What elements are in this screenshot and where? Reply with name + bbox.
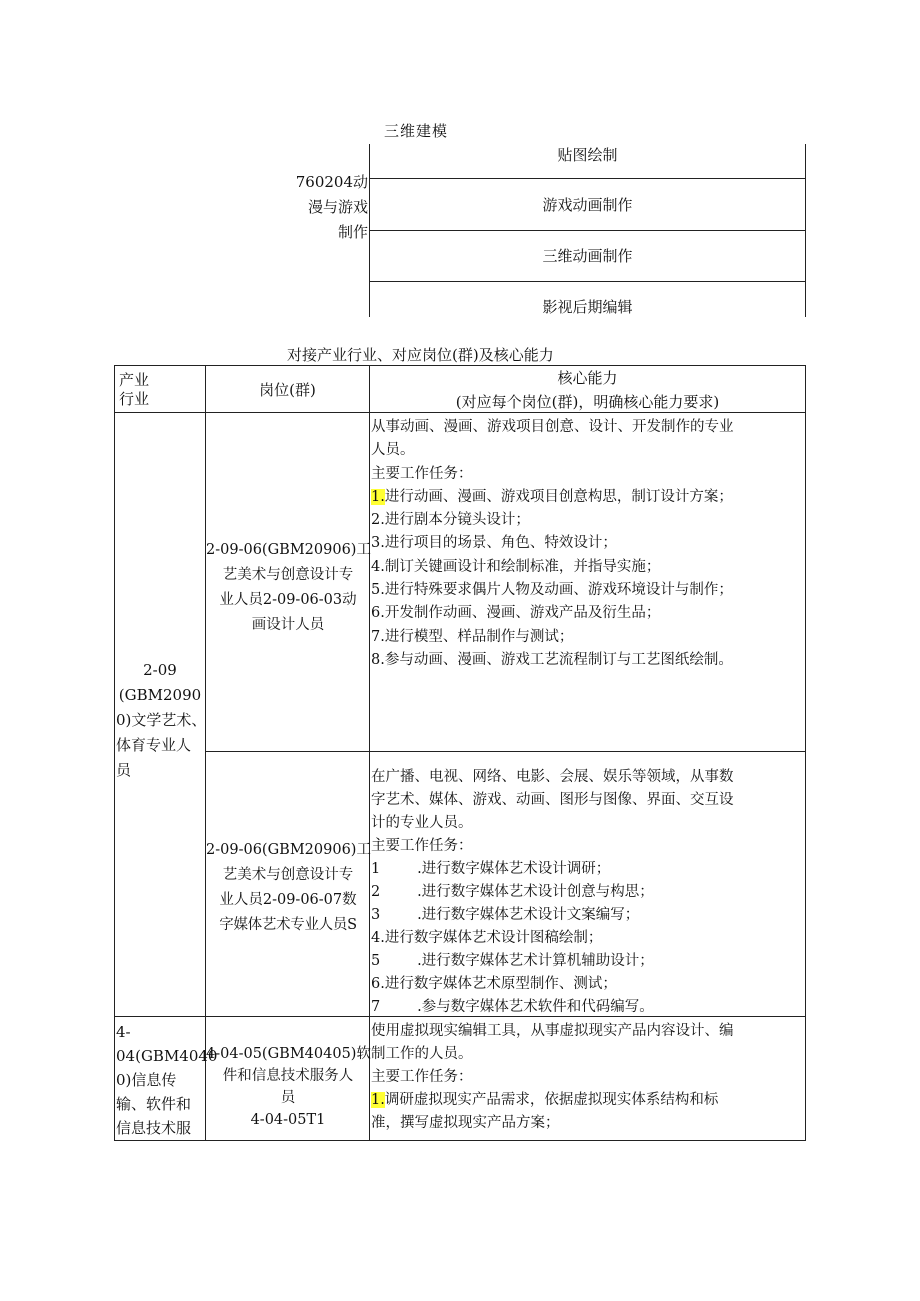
table-border-top (114, 365, 805, 366)
industry-line: 0)信息传 (116, 1071, 177, 1089)
industry-line: 2-09 (143, 661, 177, 679)
table-col-divider (369, 365, 370, 1141)
position-line: 员 (280, 1090, 296, 1106)
position-line: 字媒体艺术专业人员S (219, 917, 357, 933)
skills-divider (369, 230, 806, 231)
ability-line: 6.开发制作动画、漫画、游戏产品及衍生品； (371, 605, 661, 622)
ability-line: 主要工作任务： (371, 465, 473, 482)
header-industry (119, 371, 149, 409)
ability-line: 字艺术、媒体、游戏、动画、图形与图像、界面、交互设 (371, 792, 734, 808)
position-line: 2-09-06(GBM20906)工 (206, 542, 371, 558)
ability-line: 2.进行剧本分镜头设计； (371, 512, 530, 529)
header-position: 岗位(群) (259, 381, 316, 399)
skill-item: 游戏动画制作 (542, 196, 633, 214)
ability-text: 调研虚拟现实产品需求，依据虚拟现实体系结构和标 (384, 1092, 719, 1108)
position-cell (206, 538, 370, 638)
position-line: 画设计人员 (251, 617, 325, 633)
position-line: 业人员2-09-06-07数 (219, 892, 357, 908)
skills-divider (369, 281, 806, 282)
ability-line: 主要工作任务： (371, 838, 473, 854)
skill-item: 影视后期编辑 (542, 298, 633, 316)
table-caption: 对接产业行业、对应岗位(群)及核心能力 (287, 346, 554, 364)
major-line: 制作 (337, 223, 368, 241)
ability-line: 人员。 (371, 442, 415, 459)
position-line: 4-04-05(GBM40405)软 (206, 1046, 371, 1062)
position-cell (206, 1043, 370, 1131)
ability-line: 2 .进行数字媒体艺术设计创意与构思； (371, 884, 654, 900)
ability-line: 7.进行模型、样品制作与测试； (371, 628, 574, 645)
ability-cell (371, 416, 805, 672)
position-line: 4-04-05T1 (250, 1112, 326, 1128)
position-line: 2-09-06(GBM20906)工 (206, 842, 371, 858)
highlight-mark: 1. (371, 488, 385, 505)
table-row-divider (205, 751, 805, 752)
header-ability-title: 核心能力 (557, 369, 618, 387)
position-line: 件和信息技术服务人 (222, 1068, 354, 1084)
ability-line: 在广播、电视、网络、电影、会展、娱乐等领域，从事数 (371, 769, 734, 785)
ability-line (371, 486, 805, 509)
table-border-bottom (114, 1140, 805, 1141)
ability-line: 5.进行特殊要求偶片人物及动画、游戏环境设计与制作； (371, 582, 733, 599)
skill-item: 贴图绘制 (557, 146, 618, 164)
ability-line: 准，撰写虚拟现实产品方案； (371, 1115, 560, 1131)
header-industry-line: 行业 (119, 390, 150, 408)
ability-line: 6.进行数字媒体艺术原型制作、测试； (371, 976, 617, 992)
major-line: 漫与游戏 (307, 198, 368, 216)
industry-line: 输、软件和 (116, 1095, 192, 1113)
skill-item: 三维动画制作 (542, 247, 633, 265)
industry-line: 信息技术服 (116, 1119, 192, 1137)
sub-heading: 三维建模 (384, 122, 449, 140)
ability-line: 1 .进行数字媒体艺术设计调研； (371, 861, 611, 877)
industry-cell (116, 1020, 218, 1140)
ability-line: 从事动画、漫画、游戏项目创意、设计、开发制作的专业 (371, 419, 734, 435)
industry-line: 4- (116, 1023, 131, 1041)
ability-line: 计的专业人员。 (371, 815, 473, 831)
ability-line (371, 1089, 805, 1112)
header-ability-sub: (对应每个岗位(群)，明确核心能力要求) (455, 393, 720, 411)
ability-line: 3.进行项目的场景、角色、特效设计； (371, 535, 617, 552)
position-line: 艺美术与创意设计专 (222, 567, 354, 583)
industry-line: 体育专业人 (116, 736, 192, 754)
ability-cell (371, 766, 805, 1019)
skills-divider (369, 178, 806, 179)
ability-line: 7 .参与数字媒体艺术软件和代码编写。 (371, 999, 654, 1015)
ability-line: 4.进行数字媒体艺术设计图稿绘制； (371, 930, 603, 946)
ability-line: 使用虚拟现实编辑工具，从事虚拟现实产品内容设计、编 (371, 1023, 734, 1039)
table-border-right (805, 365, 806, 1141)
industry-line: 04(GBM4040 (116, 1047, 218, 1065)
ability-line: 主要工作任务： (371, 1069, 473, 1085)
ability-text: 进行动画、漫画、游戏项目创意构思，制订设计方案； (384, 488, 733, 505)
highlight-mark: 1. (371, 1092, 385, 1108)
position-line: 业人员2-09-06-03动 (219, 592, 357, 608)
table-header-divider (114, 412, 805, 413)
ability-line: 8.参与动画、漫画、游戏工艺流程制订与工艺图纸绘制。 (371, 651, 733, 668)
industry-line: (GBM2090 (118, 686, 202, 704)
ability-line: 3 .进行数字媒体艺术设计文案编写； (371, 907, 640, 923)
header-industry-line: 产业 (119, 371, 150, 389)
ability-cell (371, 1020, 805, 1135)
ability-line: 5 .进行数字媒体艺术计算机辅助设计； (371, 953, 654, 969)
major-name (283, 170, 368, 245)
position-cell (206, 838, 370, 938)
ability-line: 4.制订关键画设计和绘制标准，并指导实施； (371, 558, 661, 575)
industry-line: 0)文学艺术、 (116, 711, 207, 729)
industry-cell (114, 658, 206, 783)
ability-line: 制工作的人员。 (371, 1046, 473, 1062)
position-line: 艺美术与创意设计专 (222, 867, 354, 883)
major-line: 760204动 (295, 173, 368, 191)
industry-line: 员 (116, 761, 132, 779)
